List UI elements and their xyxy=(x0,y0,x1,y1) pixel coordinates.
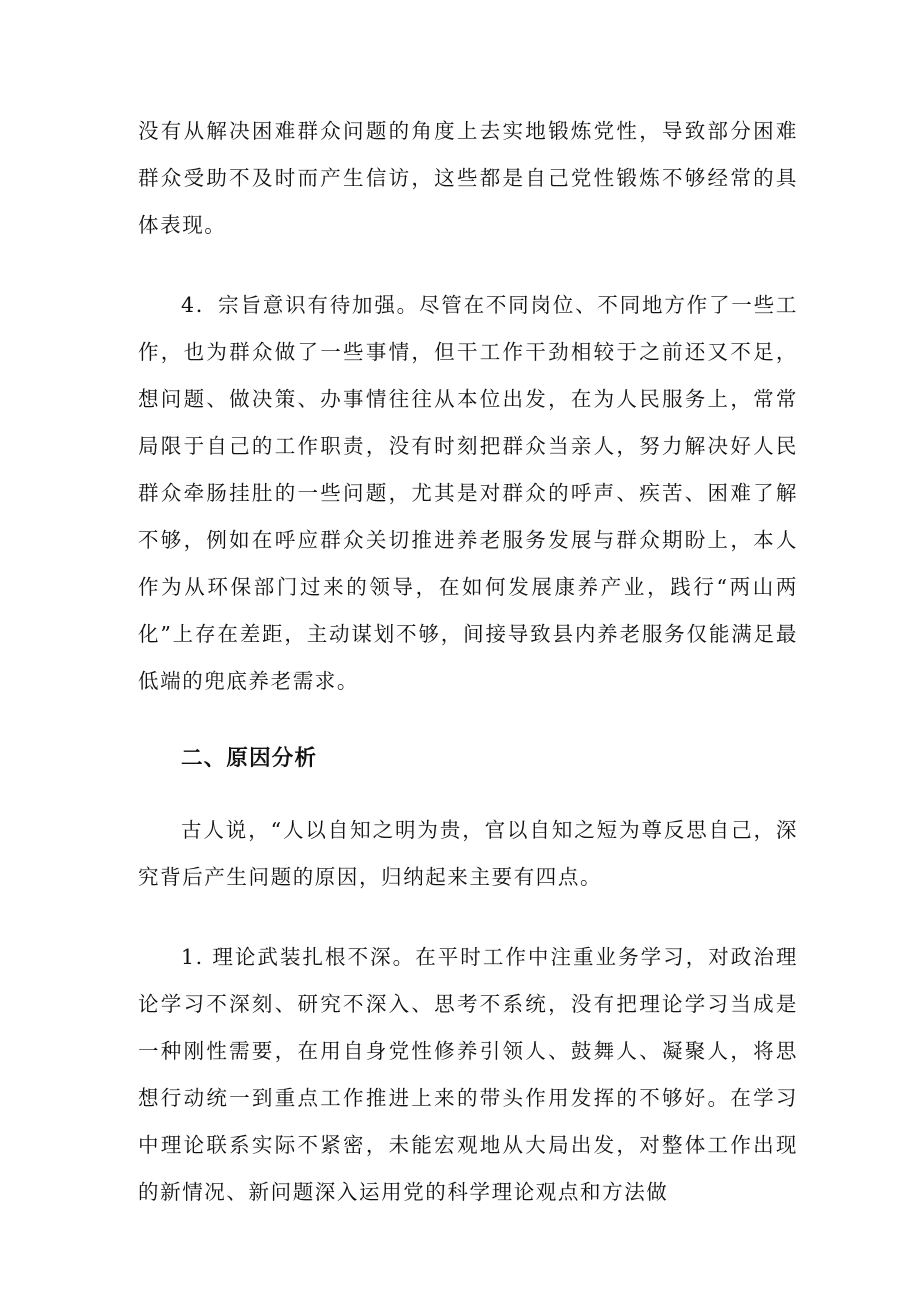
paragraph-item-4: 4．宗旨意识有待加强。尽管在不同岗位、不同地方作了一些工作，也为群众做了一些事情，但干工作干劲相较于之前还又不足，想问题、做决策、办事情往往从本位出发，在为人民服务上，常常局限于自己的工作职责，没有时刻把群众当亲人，努力解决好人民群众牵肠挂肚的一些问题，尤其是对群众的呼声、疾苦、困难了解不够，例如在呼应群众关切推进养老服务发展与群众期盼上，本人作为从环保部门过来的领导，在如何发展康养产业，践行“两山两化”上存在差距，主动谋划不够，间接导致县内养老服务仅能满足最低端的兜底养老需求。 xyxy=(138,293,798,693)
section-heading: 二、原因分析 xyxy=(181,746,318,771)
document-body xyxy=(138,108,798,1216)
paragraph-continued: 没有从解决困难群众问题的角度上去实地锻炼党性，导致部分困难群众受助不及时而产生信访，这些都是自己党性锻炼不够经常的具体表现。 xyxy=(138,119,798,237)
paragraph-intro: 古人说，“人以自知之明为贵，官以自知之短为尊反思自己，深究背后产生问题的原因，归纳起来主要有四点。 xyxy=(138,818,798,889)
paragraph-reason-1: 1. 理论武装扎根不深。在平时工作中注重业务学习，对政治理论学习不深刻、研究不深入、思考不系统，没有把理论学习当成是一种刚性需要，在用自身党性修养引领人、鼓舞人、凝聚人，将思想行动统一到重点工作推进上来的带头作用发挥的不够好。在学习中理论联系实际不紧密，未能宏观地从大局出发，对整体工作出现的新情况、新问题深入运用党的科学理论观点和方法做 xyxy=(138,945,798,1204)
